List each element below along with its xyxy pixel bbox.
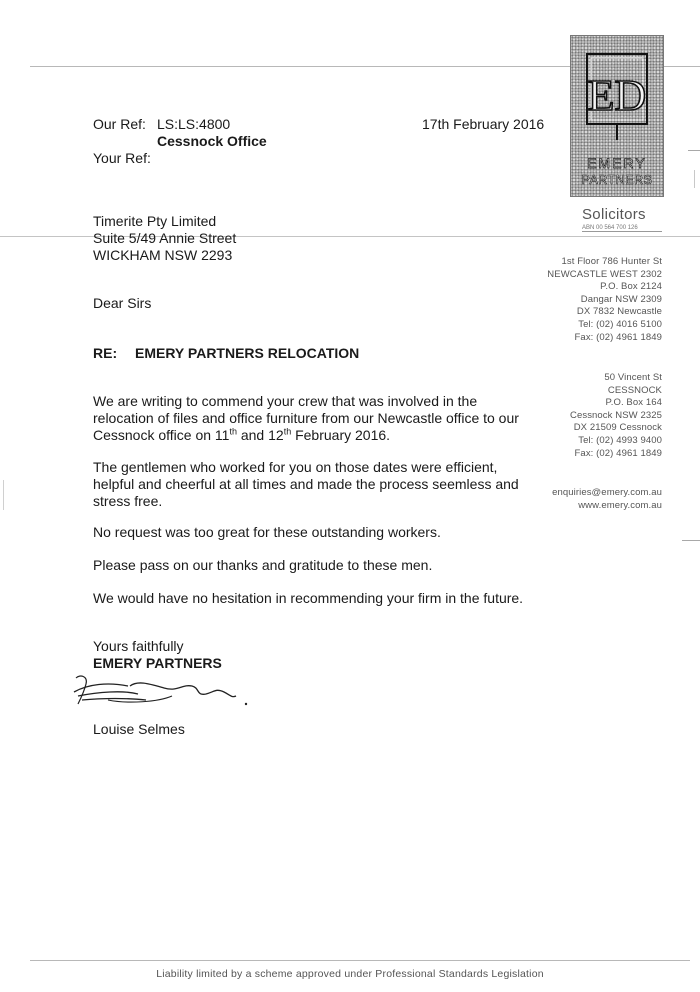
recipient-city: WICKHAM NSW 2293: [93, 247, 233, 263]
address-line: P.O. Box 164: [605, 397, 662, 409]
address-line: DX 7832 Newcastle: [576, 306, 662, 318]
letter-date: 17th February 2016: [422, 116, 545, 132]
re-subject: EMERY PARTNERS RELOCATION: [135, 345, 360, 361]
re-label: RE:: [93, 345, 118, 361]
header-rule: [30, 66, 570, 67]
firm-logo: [570, 35, 664, 197]
header-rule-right: [662, 66, 700, 67]
recipient-name: Timerite Pty Limited: [93, 213, 217, 229]
paragraph-5: We would have no hesitation in recommending your firm in the future.: [93, 590, 524, 606]
recipient-address: [93, 213, 236, 264]
paragraph-4: Please pass on our thanks and gratitude to these men.: [93, 557, 433, 573]
logo-name-line2: PARTNERS: [581, 173, 653, 187]
logo-monogram: ED: [587, 71, 647, 120]
address-line: DX 21509 Cessnock: [573, 422, 662, 434]
closing-block: [93, 638, 222, 672]
abn: ABN 00 564 700 126: [582, 225, 662, 232]
address-line: P.O. Box 2124: [600, 281, 662, 293]
reference-block: [93, 116, 393, 167]
scan-mark: [688, 150, 700, 151]
firm-name: EMERY PARTNERS: [93, 655, 222, 671]
footer-rule: [30, 960, 690, 961]
our-ref-value: LS:LS:4800: [157, 116, 231, 132]
tagline: Solicitors: [582, 206, 646, 223]
address-line: Fax: (02) 4961 1849: [574, 331, 662, 343]
address-line: 1st Floor 786 Hunter St: [561, 256, 662, 267]
signatory-name: Louise Selmes: [93, 721, 185, 737]
cessnock-address: [570, 372, 662, 460]
address-line: Cessnock NSW 2325: [570, 409, 662, 421]
paragraph-line: We are writing to commend your crew that was involved in the: [93, 393, 478, 409]
website-link[interactable]: www.emery.com.au: [578, 499, 662, 511]
signature: [68, 670, 258, 710]
liability-footer: Liability limited by a scheme approved under Professional Standards Legislation: [156, 968, 544, 980]
address-line: CESSNOCK: [607, 384, 662, 396]
your-ref-label: Your Ref:: [93, 150, 151, 166]
office-name: Cessnock Office: [157, 133, 267, 149]
paragraph-line: stress free.: [93, 493, 163, 509]
paragraph-line: Cessnock office on 11th and 12th February 2016.: [93, 426, 391, 443]
scan-mark: [694, 170, 695, 188]
subject-line: [93, 345, 359, 362]
salutation: Dear Sirs: [93, 295, 152, 311]
address-line: Tel: (02) 4016 5100: [578, 318, 662, 330]
paragraph-2: [93, 459, 563, 510]
newcastle-address: [547, 256, 662, 344]
contact-links: [552, 487, 662, 512]
address-line: Tel: (02) 4993 9400: [578, 434, 662, 446]
our-ref-label: Our Ref:: [93, 116, 146, 132]
paragraph-1: [93, 393, 563, 444]
closing: Yours faithfully: [93, 638, 184, 654]
scan-mark: [3, 480, 4, 510]
address-line: NEWCASTLE WEST 2302: [547, 268, 662, 280]
address-line: 50 Vincent St: [604, 372, 662, 383]
paragraph-line: relocation of files and office furniture from our Newcastle office to our: [93, 410, 519, 426]
scan-mark: [682, 540, 700, 541]
paragraph-3: No request was too great for these outstanding workers.: [93, 524, 441, 540]
email-link[interactable]: enquiries@emery.com.au: [552, 487, 662, 498]
recipient-street: Suite 5/49 Annie Street: [93, 230, 237, 246]
address-line: Fax: (02) 4961 1849: [574, 447, 662, 459]
paragraph-line: The gentlemen who worked for you on those dates were efficient,: [93, 459, 498, 475]
address-line: Dangar NSW 2309: [580, 293, 662, 305]
paragraph-line: helpful and cheerful at all times and made the process seemless and: [93, 476, 519, 492]
ep-monogram-icon: [571, 36, 663, 196]
logo-name-line1: EMERY: [587, 155, 647, 171]
